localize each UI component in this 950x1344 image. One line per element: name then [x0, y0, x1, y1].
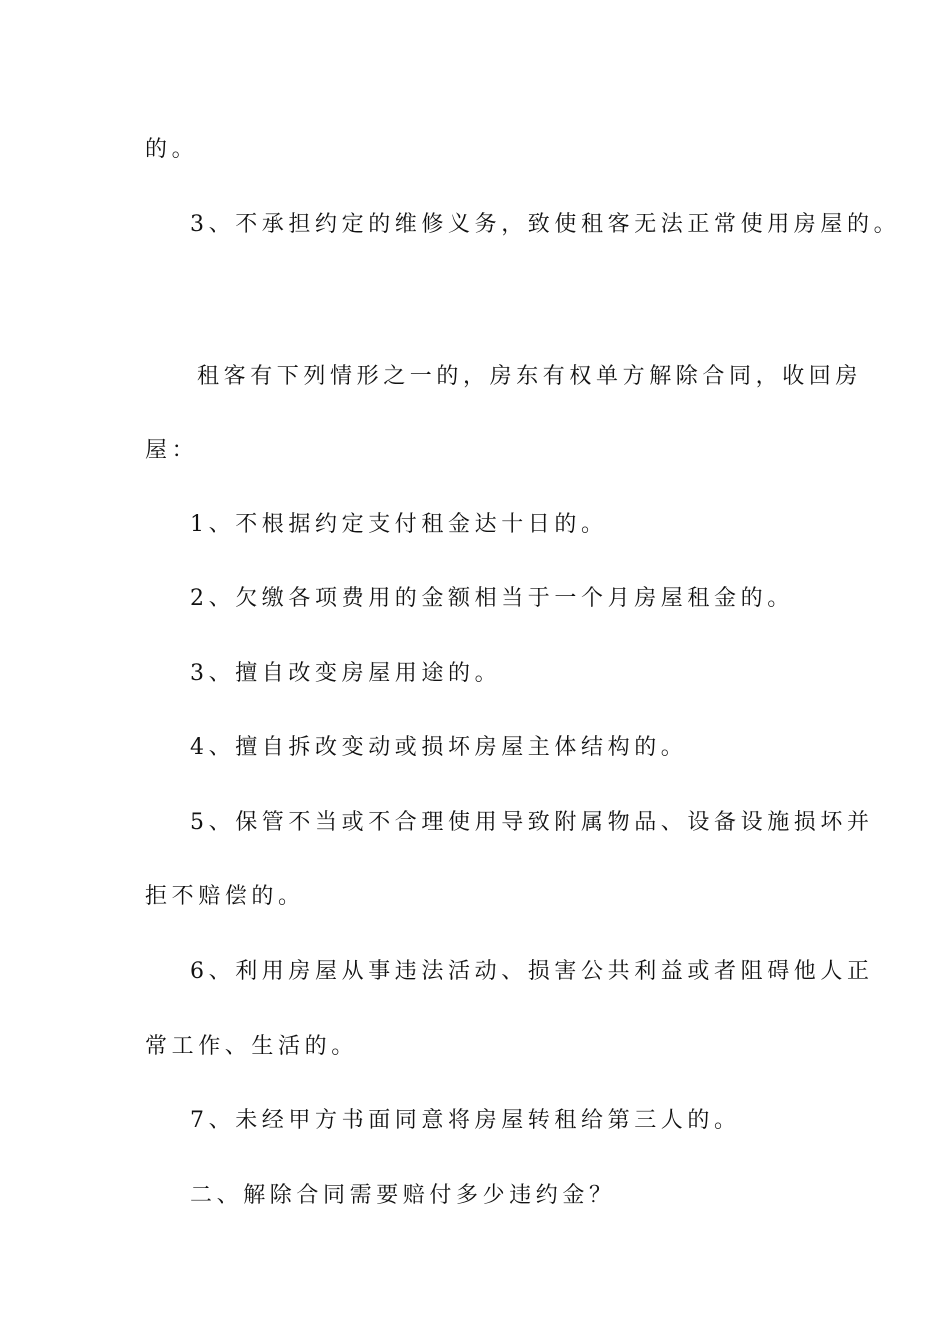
paragraph-line: 租客有下列情形之一的，房东有权单方解除合同，收回房 [197, 364, 863, 389]
paragraph-line: 拒不赔偿的。 [145, 884, 305, 909]
paragraph-line: 常工作、生活的。 [145, 1034, 358, 1059]
list-item: 7、未经甲方书面同意将房屋转租给第三人的。 [190, 1108, 741, 1133]
paragraph-line: 3、不承担约定的维修义务，致使租客无法正常使用房屋的。 [190, 212, 901, 237]
paragraph-line: 屋： [145, 438, 199, 463]
list-item: 5、保管不当或不合理使用导致附属物品、设备设施损坏并 [190, 810, 874, 835]
list-item: 2、欠缴各项费用的金额相当于一个月房屋租金的。 [190, 586, 794, 611]
list-item: 3、擅自改变房屋用途的。 [190, 661, 502, 686]
list-item: 6、利用房屋从事违法活动、损害公共利益或者阻碍他人正 [190, 959, 874, 984]
list-item: 4、擅自拆改变动或损坏房屋主体结构的。 [190, 735, 688, 760]
paragraph-line: 的。 [145, 137, 199, 162]
section-heading: 二、解除合同需要赔付多少违约金？ [190, 1183, 616, 1208]
list-item: 1、不根据约定支付租金达十日的。 [190, 512, 608, 537]
